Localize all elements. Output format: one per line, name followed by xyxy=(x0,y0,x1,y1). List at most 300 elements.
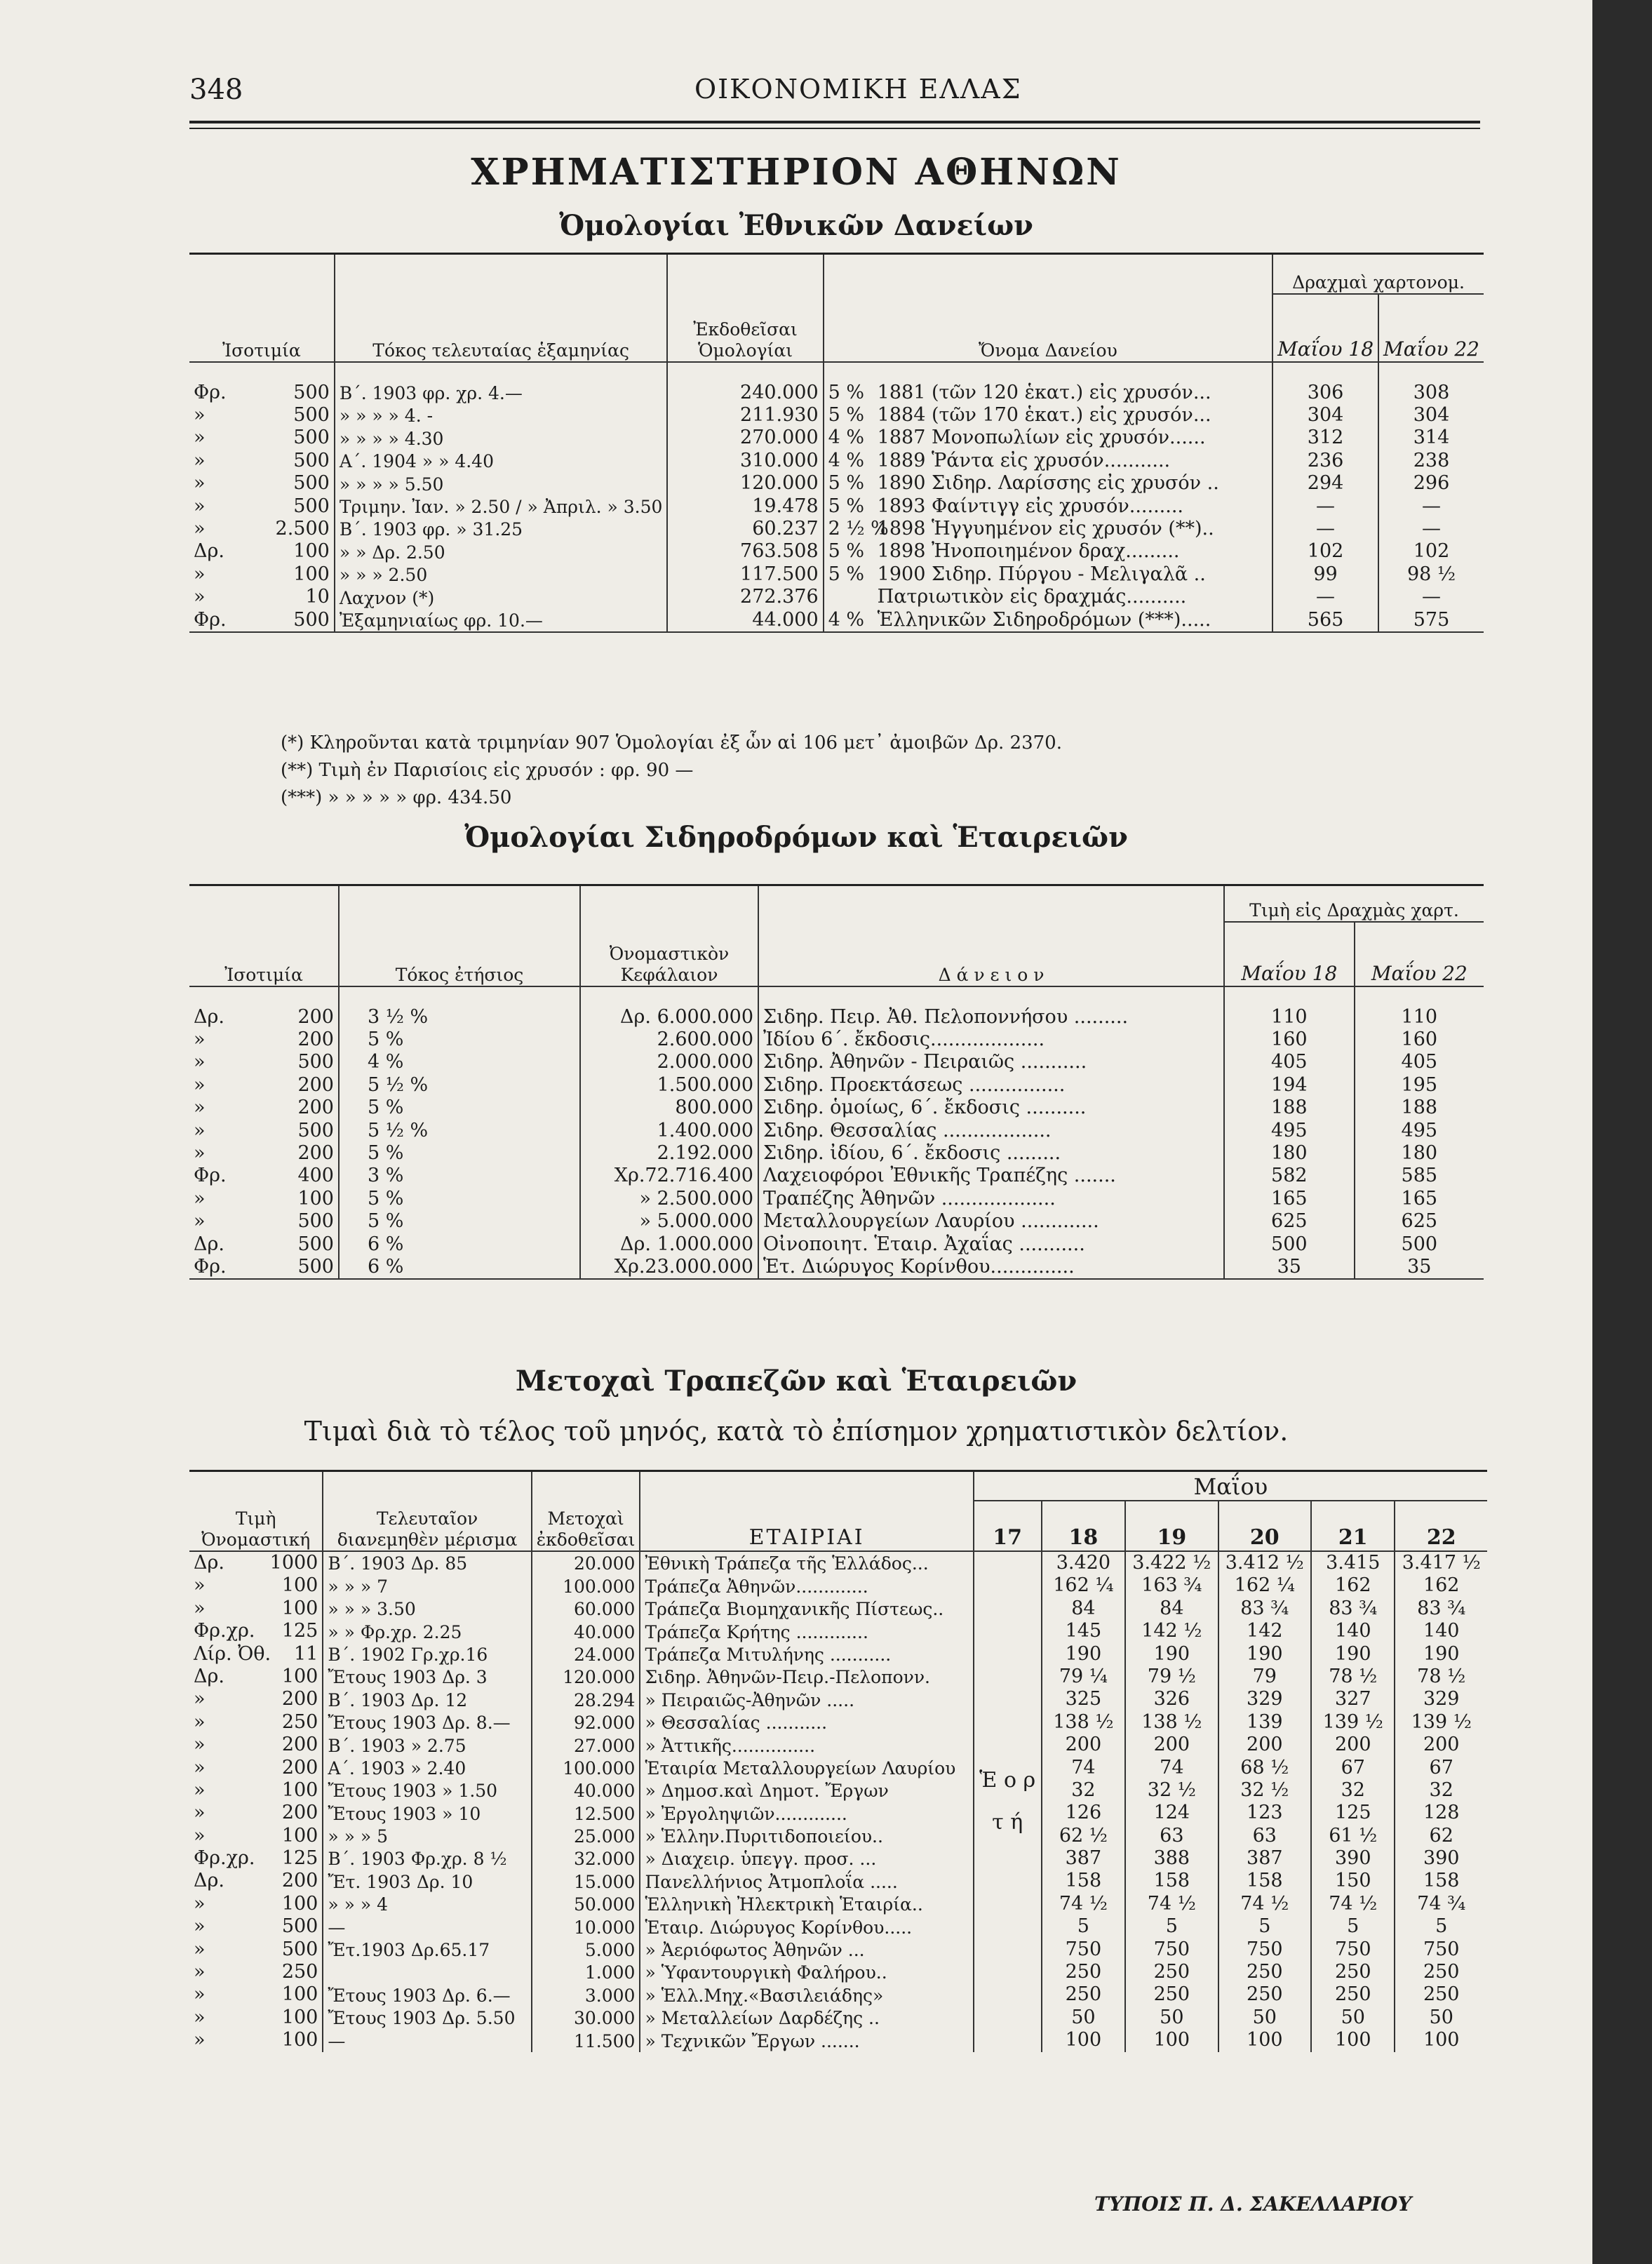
cell-date-22: 188 xyxy=(1355,1097,1484,1119)
national-loans-table xyxy=(189,253,1484,633)
cell-timi xyxy=(189,1870,323,1892)
cell-price: 79 ½ xyxy=(1125,1666,1218,1688)
cell-metochai: 32.000 xyxy=(532,1847,640,1870)
cell-kefalaion: 2.000.000 xyxy=(580,1051,758,1073)
cell-etairia: » Πειραιῶς-Ἀθηνῶν ..... xyxy=(640,1688,973,1710)
loan-name: Πατριωτικὸν εἰς δραχμάς.......... xyxy=(877,586,1187,608)
cell-onoma xyxy=(824,362,1272,404)
loan-rate: 5 % xyxy=(828,540,865,563)
cell-etairia: » Τεχνικῶν Ἔργων ....... xyxy=(640,2029,973,2051)
timi-value: 100 xyxy=(281,1983,318,2006)
timi-currency: » xyxy=(194,1892,206,1915)
cell-date-22: 180 xyxy=(1355,1142,1484,1165)
cell-price: 250 xyxy=(1218,1961,1311,1983)
table-row xyxy=(189,1711,1487,1734)
cell-timi xyxy=(189,1757,323,1779)
cell-date-22: — xyxy=(1378,518,1484,540)
cell-price: 250 xyxy=(1395,1983,1487,2006)
cell-ekdothisai: 240.000 xyxy=(667,362,823,404)
cell-price: 3.417 ½ xyxy=(1395,1551,1487,1574)
cell-price: 83 ¾ xyxy=(1311,1597,1395,1620)
cell-metochai: 50.000 xyxy=(532,1893,640,1915)
cell-daneion: Σιδηρ. Πειρ. Ἀθ. Πελοποννήσου ......... xyxy=(758,986,1224,1029)
isotimia-value: 500 xyxy=(293,472,330,495)
cell-isotimia xyxy=(189,1051,339,1073)
timi-currency: Δρ. xyxy=(194,1665,224,1687)
cell-price: 123 xyxy=(1218,1802,1311,1824)
cell-merisma: Β΄. 1902 Γρ.χρ.16 xyxy=(323,1643,531,1666)
cell-date-18: 500 xyxy=(1224,1233,1355,1256)
table-row xyxy=(189,1643,1487,1666)
isotimia-value: 200 xyxy=(297,1073,334,1096)
cell-timi xyxy=(189,1802,323,1824)
timi-currency: » xyxy=(194,1710,206,1733)
cell-price: 158 xyxy=(1395,1870,1487,1892)
running-title: ΟΙΚΟΝΟΜΙΚΗ ΕΛΛΑΣ xyxy=(694,74,1022,105)
cell-price: 190 xyxy=(1042,1643,1125,1666)
cell-price: 190 xyxy=(1395,1643,1487,1666)
cell-price: 158 xyxy=(1218,1870,1311,1892)
cell-timi xyxy=(189,1779,323,1802)
cell-date-18: 495 xyxy=(1224,1120,1355,1142)
cell-price: 5 xyxy=(1218,1915,1311,1938)
loan-rate: 4 % xyxy=(828,608,865,631)
cell-date-18: 405 xyxy=(1224,1051,1355,1073)
timi-value: 250 xyxy=(281,1961,318,1983)
cell-timi xyxy=(189,1574,323,1597)
cell-ekdothisai: 763.508 xyxy=(667,540,823,563)
isotimia-value: 200 xyxy=(297,1141,334,1164)
timi-value: 100 xyxy=(281,1892,318,1915)
cell-price: 74 ¾ xyxy=(1395,1893,1487,1915)
cell-price: 63 xyxy=(1125,1825,1218,1847)
cell-metochai: 5.000 xyxy=(532,1938,640,1961)
isotimia-value: 10 xyxy=(305,586,330,608)
cell-price: 388 xyxy=(1125,1847,1218,1870)
cell-timi xyxy=(189,1825,323,1847)
cell-price: 162 xyxy=(1311,1574,1395,1597)
loan-rate: 5 % xyxy=(828,404,865,426)
cell-etairia: Ἐθνικὴ Τράπεζα τῆς Ἑλλάδος... xyxy=(640,1551,973,1574)
cell-date-22: 495 xyxy=(1355,1120,1484,1142)
section3-title: Μετοχαὶ Τραπεζῶν καὶ Ἑταιρειῶν xyxy=(515,1365,1077,1398)
cell-price: 84 xyxy=(1125,1597,1218,1620)
cell-metochai: 28.294 xyxy=(532,1688,640,1710)
col3-day: 18 xyxy=(1042,1501,1125,1551)
cell-date-22: 110 xyxy=(1355,986,1484,1029)
cell-etairia: Πανελλήνιος Ἀτμοπλοΐα ..... xyxy=(640,1870,973,1892)
printer-footer: ΤΥΠΟΙΣ Π. Δ. ΣΑΚΕΛΛΑΡΙΟΥ xyxy=(1094,2192,1412,2216)
isotimia-currency: Φρ. xyxy=(194,1165,227,1187)
isotimia-currency: Φρ. xyxy=(194,608,227,631)
cell-onoma xyxy=(824,540,1272,563)
cell-tokos: 5 % xyxy=(339,1029,580,1051)
cell-date-22: 585 xyxy=(1355,1165,1484,1187)
timi-currency: » xyxy=(194,1756,206,1779)
cell-isotimia xyxy=(189,495,335,518)
cell-price: 84 xyxy=(1042,1597,1125,1620)
cell-ekdothisai: 117.500 xyxy=(667,563,823,586)
cell-tokos: 5 % xyxy=(339,1097,580,1119)
cell-date-22: 165 xyxy=(1355,1188,1484,1210)
cell-price: 78 ½ xyxy=(1395,1666,1487,1688)
cell-price: 200 xyxy=(1042,1734,1125,1756)
timi-currency: » xyxy=(194,2006,206,2028)
cell-price: 100 xyxy=(1395,2029,1487,2051)
col2-isotimia: Ἰσοτιμία xyxy=(189,885,339,987)
cell-metochai: 27.000 xyxy=(532,1734,640,1756)
col3-day: 20 xyxy=(1218,1501,1311,1551)
col2-group: Τιμὴ εἰς Δραχμὰς χαρτ. xyxy=(1224,885,1484,923)
isotimia-value: 200 xyxy=(297,1029,334,1050)
cell-isotimia xyxy=(189,1029,339,1051)
cell-price: 139 xyxy=(1218,1711,1311,1734)
timi-currency: Λίρ. Ὀθ. xyxy=(194,1642,271,1665)
cell-price: 163 ¾ xyxy=(1125,1574,1218,1597)
cell-onoma xyxy=(824,609,1272,632)
isotimia-currency: » xyxy=(194,1051,206,1073)
cell-price: 125 xyxy=(1311,1802,1395,1824)
cell-price: 78 ½ xyxy=(1311,1666,1395,1688)
cell-isotimia xyxy=(189,1233,339,1256)
cell-tokos: 5 ½ % xyxy=(339,1120,580,1142)
col-isotimia: Ἰσοτιμία xyxy=(189,254,335,363)
cell-price: 162 ¼ xyxy=(1042,1574,1125,1597)
cell-date-18: 165 xyxy=(1224,1188,1355,1210)
isotimia-currency: » xyxy=(194,1210,206,1233)
cell-price: 387 xyxy=(1218,1847,1311,1870)
cell-price: 750 xyxy=(1125,1938,1218,1961)
cell-price: 327 xyxy=(1311,1688,1395,1710)
loan-name: 1881 (τῶν 120 ἑκατ.) εἰς χρυσόν... xyxy=(877,381,1211,403)
cell-onoma xyxy=(824,427,1272,449)
cell-date-22: 304 xyxy=(1378,404,1484,427)
table-row xyxy=(189,1120,1484,1142)
cell-metochai: 25.000 xyxy=(532,1825,640,1847)
table-row xyxy=(189,1074,1484,1097)
cell-price: 200 xyxy=(1311,1734,1395,1756)
table-row xyxy=(189,1757,1487,1779)
cell-ekdothisai: 120.000 xyxy=(667,472,823,495)
section1-title: Ὀμολογίαι Ἐθνικῶν Δανείων xyxy=(559,209,1033,242)
cell-etairia: » Ἐργοληψιῶν............. xyxy=(640,1802,973,1824)
timi-value: 500 xyxy=(281,1938,318,1960)
isotimia-currency: » xyxy=(194,1073,206,1096)
isotimia-currency: » xyxy=(194,427,206,449)
cell-etairia: » Διαχειρ. ὑπεγγ. προσ. ... xyxy=(640,1847,973,1870)
cell-isotimia xyxy=(189,986,339,1029)
cell-price: 79 ¼ xyxy=(1042,1666,1125,1688)
cell-price: 74 xyxy=(1125,1757,1218,1779)
cell-price: 387 xyxy=(1042,1847,1125,1870)
cell-metochai: 15.000 xyxy=(532,1870,640,1892)
cell-onoma xyxy=(824,472,1272,495)
cell-merisma: Β΄. 1903 Δρ. 85 xyxy=(323,1551,531,1574)
timi-value: 100 xyxy=(281,1665,318,1687)
cell-date-22: 308 xyxy=(1378,362,1484,404)
cell-onoma xyxy=(824,563,1272,586)
cell-price: 190 xyxy=(1311,1643,1395,1666)
cell-merisma: — xyxy=(323,2029,531,2051)
table-row xyxy=(189,1938,1487,1961)
cell-price: 200 xyxy=(1395,1734,1487,1756)
cell-metochai: 11.500 xyxy=(532,2029,640,2051)
cell-timi xyxy=(189,2029,323,2051)
cell-metochai: 40.000 xyxy=(532,1779,640,1802)
cell-isotimia xyxy=(189,404,335,427)
cell-tokos: 4 % xyxy=(339,1051,580,1073)
cell-etairia: » Ἑλλ.Μηχ.«Βασιλειάδης» xyxy=(640,1983,973,2006)
cell-daneion: Μεταλλουργείων Λαυρίου ............. xyxy=(758,1210,1224,1233)
cell-kefalaion: 800.000 xyxy=(580,1097,758,1119)
cell-etairia: Ἑταιρ. Διώρυγος Κορίνθου..... xyxy=(640,1915,973,1938)
cell-isotimia xyxy=(189,1074,339,1097)
cell-tokos: » » » 2.50 xyxy=(335,563,668,586)
isotimia-currency: Φρ. xyxy=(194,381,227,403)
cell-merisma: » » » 3.50 xyxy=(323,1597,531,1620)
table-row xyxy=(189,1233,1484,1256)
table-row xyxy=(189,1551,1487,1574)
cell-kefalaion: 2.192.000 xyxy=(580,1142,758,1165)
isotimia-value: 500 xyxy=(293,381,330,403)
col-ekdothisai: Ἐκδοθεῖσαι Ὁμολογίαι xyxy=(667,254,823,363)
timi-currency: » xyxy=(194,1915,206,1938)
cell-price: 5 xyxy=(1125,1915,1218,1938)
cell-merisma: Β΄. 1903 Φρ.χρ. 8 ½ xyxy=(323,1847,531,1870)
cell-price: 162 xyxy=(1395,1574,1487,1597)
cell-metochai: 3.000 xyxy=(532,1983,640,2006)
cell-metochai: 40.000 xyxy=(532,1620,640,1642)
cell-price: 67 xyxy=(1395,1757,1487,1779)
cell-isotimia xyxy=(189,563,335,586)
isotimia-value: 500 xyxy=(293,608,330,631)
timi-currency: » xyxy=(194,1983,206,2006)
cell-tokos: » » Δρ. 2.50 xyxy=(335,540,668,563)
section3-subtitle: Τιμαὶ διὰ τὸ τέλος τοῦ μηνός, κατὰ τὸ ἐπίσημον χρηματιστικὸν δελτίον. xyxy=(304,1416,1289,1447)
table-row xyxy=(189,1210,1484,1233)
cell-timi xyxy=(189,1551,323,1574)
timi-value: 100 xyxy=(281,2029,318,2051)
timi-currency: » xyxy=(194,1802,206,1824)
cell-price: 145 xyxy=(1042,1620,1125,1642)
book-edge xyxy=(1592,0,1652,2264)
loan-rate: 5 % xyxy=(828,495,865,517)
timi-value: 1000 xyxy=(269,1552,318,1574)
cell-price: 5 xyxy=(1311,1915,1395,1938)
col-date-18: Μαΐου 18 xyxy=(1272,294,1378,362)
cell-isotimia xyxy=(189,1165,339,1187)
cell-price: 139 ½ xyxy=(1395,1711,1487,1734)
isotimia-currency: » xyxy=(194,404,206,426)
cell-timi xyxy=(189,1688,323,1710)
cell-price: 250 xyxy=(1218,1983,1311,2006)
cell-etairia: Τράπεζα Μιτυλήνης ........... xyxy=(640,1643,973,1666)
cell-ekdothisai: 19.478 xyxy=(667,495,823,518)
cell-price: 3.412 ½ xyxy=(1218,1551,1311,1574)
cell-date-18: — xyxy=(1272,495,1378,518)
cell-date-18: 35 xyxy=(1224,1256,1355,1279)
cell-merisma: Β΄. 1903 » 2.75 xyxy=(323,1734,531,1756)
cell-merisma: Α΄. 1903 » 2.40 xyxy=(323,1757,531,1779)
timi-currency: Φρ.χρ. xyxy=(194,1847,255,1870)
cell-price: 5 xyxy=(1395,1915,1487,1938)
cell-daneion: Σιδηρ. ὁμοίως, 6΄. ἔκδοσις .......... xyxy=(758,1097,1224,1119)
timi-value: 100 xyxy=(281,1779,318,1801)
loan-rate: 5 % xyxy=(828,472,865,495)
cell-isotimia xyxy=(189,427,335,449)
cell-tokos: 5 ½ % xyxy=(339,1074,580,1097)
isotimia-currency: » xyxy=(194,472,206,495)
cell-date-22: 238 xyxy=(1378,450,1484,472)
loan-name: 1890 Σιδηρ. Λαρίσσης εἰς χρυσόν .. xyxy=(877,472,1219,495)
isotimia-currency: » xyxy=(194,449,206,471)
page-header xyxy=(189,67,1480,109)
cell-daneion: Ἑτ. Διώρυγος Κορίνθου.............. xyxy=(758,1256,1224,1279)
cell-price: 750 xyxy=(1311,1938,1395,1961)
header-rule-thin xyxy=(189,128,1480,129)
cell-tokos: Τριμην. Ἰαν. » 2.50 / » Ἀπριλ. » 3.50 xyxy=(335,495,668,518)
cell-date-18: 565 xyxy=(1272,609,1378,632)
cell-onoma xyxy=(824,495,1272,518)
isotimia-value: 500 xyxy=(293,449,330,471)
shares-table xyxy=(189,1470,1487,2052)
cell-tokos: 6 % xyxy=(339,1233,580,1256)
cell-price: 50 xyxy=(1311,2007,1395,2029)
timi-value: 125 xyxy=(281,1620,318,1642)
cell-date-18: 102 xyxy=(1272,540,1378,563)
cell-date-22: 314 xyxy=(1378,427,1484,449)
isotimia-value: 500 xyxy=(297,1255,334,1278)
table-row xyxy=(189,362,1484,404)
section2-title: Ὀμολογίαι Σιδηροδρόμων καὶ Ἑταιρειῶν xyxy=(464,821,1128,854)
cell-ekdothisai: 310.000 xyxy=(667,450,823,472)
cell-daneion: Οἰνοποιητ. Ἑταιρ. Ἀχαΐας ........... xyxy=(758,1233,1224,1256)
cell-etairia: » Μεταλλείων Δαρδέζης .. xyxy=(640,2007,973,2029)
cell-price: 62 ½ xyxy=(1042,1825,1125,1847)
cell-price: 67 xyxy=(1311,1757,1395,1779)
cell-kefalaion: » 5.000.000 xyxy=(580,1210,758,1233)
isotimia-value: 500 xyxy=(297,1210,334,1233)
cell-price: 138 ½ xyxy=(1125,1711,1218,1734)
col-date-22: Μαΐου 22 xyxy=(1378,294,1484,362)
table-row xyxy=(189,986,1484,1029)
cell-price: 79 xyxy=(1218,1666,1311,1688)
col3-timi: Τιμὴ Ὀνομαστική xyxy=(189,1471,323,1552)
isotimia-value: 200 xyxy=(297,1005,334,1028)
cell-price: 390 xyxy=(1311,1847,1395,1870)
cell-isotimia xyxy=(189,472,335,495)
table-row xyxy=(189,2029,1487,2051)
cell-date-18: 625 xyxy=(1224,1210,1355,1233)
timi-value: 200 xyxy=(281,1870,318,1892)
holiday-column: Ἑ ο ρ τ ή xyxy=(974,1551,1042,2052)
cell-tokos: » » » » 4.30 xyxy=(335,427,668,449)
cell-price: 139 ½ xyxy=(1311,1711,1395,1734)
cell-date-18: 110 xyxy=(1224,986,1355,1029)
cell-price: 140 xyxy=(1395,1620,1487,1642)
table-row xyxy=(189,1574,1487,1597)
cell-price: 138 ½ xyxy=(1042,1711,1125,1734)
cell-price: 50 xyxy=(1125,2007,1218,2029)
cell-metochai: 20.000 xyxy=(532,1551,640,1574)
cell-metochai: 100.000 xyxy=(532,1574,640,1597)
cell-etairia: » Θεσσαλίας ........... xyxy=(640,1711,973,1734)
timi-value: 100 xyxy=(281,1597,318,1619)
cell-kefalaion: Χρ.23.000.000 xyxy=(580,1256,758,1279)
cell-price: 61 ½ xyxy=(1311,1825,1395,1847)
table-row xyxy=(189,1983,1487,2006)
cell-daneion: Ἰδίου 6΄. ἔκδοσις................... xyxy=(758,1029,1224,1051)
cell-date-22: 98 ½ xyxy=(1378,563,1484,586)
isotimia-value: 500 xyxy=(297,1233,334,1255)
timi-currency: » xyxy=(194,1938,206,1960)
timi-value: 11 xyxy=(294,1642,318,1665)
loan-name: 1884 (τῶν 170 ἑκατ.) εἰς χρυσόν... xyxy=(877,404,1211,426)
cell-date-22: — xyxy=(1378,586,1484,608)
table-row xyxy=(189,1256,1484,1279)
cell-etairia: Ἑταιρία Μεταλλουργείων Λαυρίου xyxy=(640,1757,973,1779)
loan-rate: 5 % xyxy=(828,381,865,403)
cell-merisma xyxy=(323,1961,531,1983)
cell-date-18: 306 xyxy=(1272,362,1378,404)
cell-isotimia xyxy=(189,586,335,608)
table-row xyxy=(189,1847,1487,1870)
col3-etairiai: ΕΤΑΙΡΙΑΙ xyxy=(640,1471,973,1552)
col3-day: 17 xyxy=(974,1501,1042,1551)
cell-merisma: Ἔτους 1903 » 1.50 xyxy=(323,1779,531,1802)
cell-price: 750 xyxy=(1218,1938,1311,1961)
cell-etairia: Ἑλληνικὴ Ἠλεκτρικὴ Ἑταιρία.. xyxy=(640,1893,973,1915)
cell-date-18: 236 xyxy=(1272,450,1378,472)
note-1: (*) Κληροῦνται κατὰ τριμηνίαν 907 Ὁμολογίαι ἐξ ὧν αἱ 106 μετ᾽ ἀμοιβῶν Δρ. 2370. xyxy=(281,732,1062,753)
cell-tokos: Λαχνον (*) xyxy=(335,586,668,608)
col3-day: 19 xyxy=(1125,1501,1218,1551)
cell-price: 158 xyxy=(1042,1870,1125,1892)
cell-date-18: 194 xyxy=(1224,1074,1355,1097)
table-row xyxy=(189,1915,1487,1938)
cell-date-22: 405 xyxy=(1355,1051,1484,1073)
cell-price: 83 ¾ xyxy=(1218,1597,1311,1620)
cell-onoma xyxy=(824,450,1272,472)
cell-price: 329 xyxy=(1395,1688,1487,1710)
cell-price: 142 ½ xyxy=(1125,1620,1218,1642)
cell-tokos: Β΄. 1903 φρ. χρ. 4.— xyxy=(335,362,668,404)
isotimia-currency: » xyxy=(194,586,206,608)
cell-price: 250 xyxy=(1311,1961,1395,1983)
cell-price: 250 xyxy=(1125,1961,1218,1983)
cell-metochai: 10.000 xyxy=(532,1915,640,1938)
cell-merisma: Ἔτ.1903 Δρ.65.17 xyxy=(323,1938,531,1961)
timi-currency: » xyxy=(194,1597,206,1619)
cell-date-18: 312 xyxy=(1272,427,1378,449)
col3-month: Μαΐου xyxy=(974,1471,1487,1501)
cell-merisma: Ἔτους 1903 » 10 xyxy=(323,1802,531,1824)
cell-date-22: 35 xyxy=(1355,1256,1484,1279)
cell-price: 83 ¾ xyxy=(1395,1597,1487,1620)
cell-price: 3.420 xyxy=(1042,1551,1125,1574)
cell-isotimia xyxy=(189,1210,339,1233)
isotimia-currency: » xyxy=(194,563,206,585)
loan-name: Ἑλληνικῶν Σιδηροδρόμων (***)..... xyxy=(877,608,1211,631)
table-row xyxy=(189,1870,1487,1892)
section1-notes xyxy=(281,730,1062,812)
table-row xyxy=(189,1961,1487,1983)
cell-price: 158 xyxy=(1125,1870,1218,1892)
cell-daneion: Τραπέζης Ἀθηνῶν ................... xyxy=(758,1188,1224,1210)
cell-tokos: 3 ½ % xyxy=(339,986,580,1029)
isotimia-currency: » xyxy=(194,495,206,517)
loan-name: 1893 Φαίντιγγ εἰς χρυσόν......... xyxy=(877,495,1183,517)
